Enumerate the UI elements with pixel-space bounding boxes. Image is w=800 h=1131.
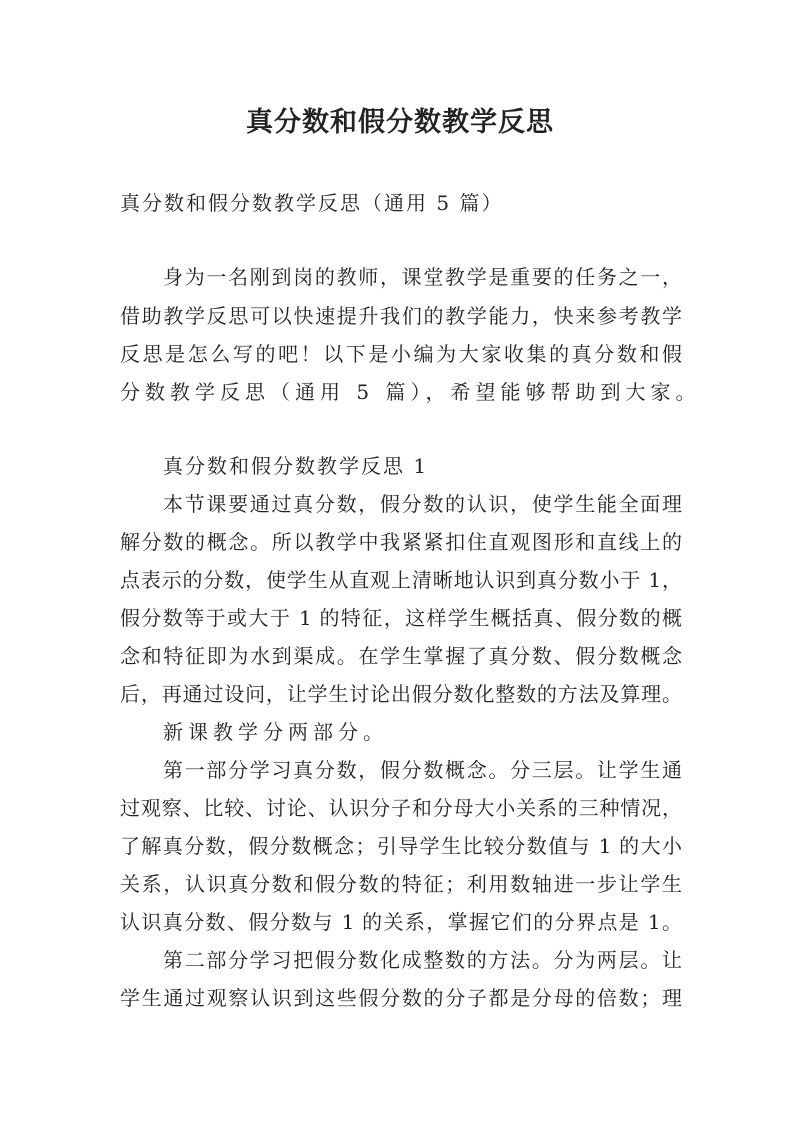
paragraph-2: 新课教学分两部分。 [163,720,388,744]
subtitle: 真分数和假分数教学反思（通用 5 篇） [120,191,504,215]
text-line: 点表示的分数，使学生从直观上清晰地认识到真分数小于 1， [120,568,682,592]
text-line: 关系，认识真分数和假分数的特征；利用数轴进一步让学生 [120,872,682,896]
text-line: 认识真分数、假分数与 1 的关系，掌握它们的分界点是 1。 [120,910,682,934]
text-line: 第一部分学习真分数，假分数概念。分三层。让学生通 [163,758,682,782]
text-line: 反思是怎么写的吧！以下是小编为大家收集的真分数和假 [120,342,682,366]
text-line: 借助教学反思可以快速提升我们的教学能力，快来参考教学 [120,304,682,328]
text-line: 后，再通过设问，让学生讨论出假分数化整数的方法及算理。 [120,682,682,706]
page-title: 真分数和假分数教学反思 [246,107,554,138]
text-line: 假分数等于或大于 1 的特征，这样学生概括真、假分数的概 [120,606,682,630]
text-line: 身为一名刚到岗的教师，课堂教学是重要的任务之一， [163,265,682,289]
text-line: 解分数的概念。所以教学中我紧紧扣住直观图形和直线上的 [120,530,682,554]
text-line: 了解真分数，假分数概念；引导学生比较分数值与 1 的大小 [120,834,682,858]
text-line: 学生通过观察认识到这些假分数的分子都是分母的倍数；理 [120,986,682,1010]
text-line: 本节课要通过真分数，假分数的认识，使学生能全面理 [163,492,682,516]
text-line: 分数教学反思（通用 5 篇），希望能够帮助到大家。 [120,380,701,404]
text-line: 念和特征即为水到渠成。在学生掌握了真分数、假分数概念 [120,644,682,668]
text-line: 过观察、比较、讨论、认识分子和分母大小关系的三种情况， [120,796,682,820]
section-heading: 真分数和假分数教学反思 1 [163,454,429,478]
text-line: 第二部分学习把假分数化成整数的方法。分为两层。让 [163,948,682,972]
